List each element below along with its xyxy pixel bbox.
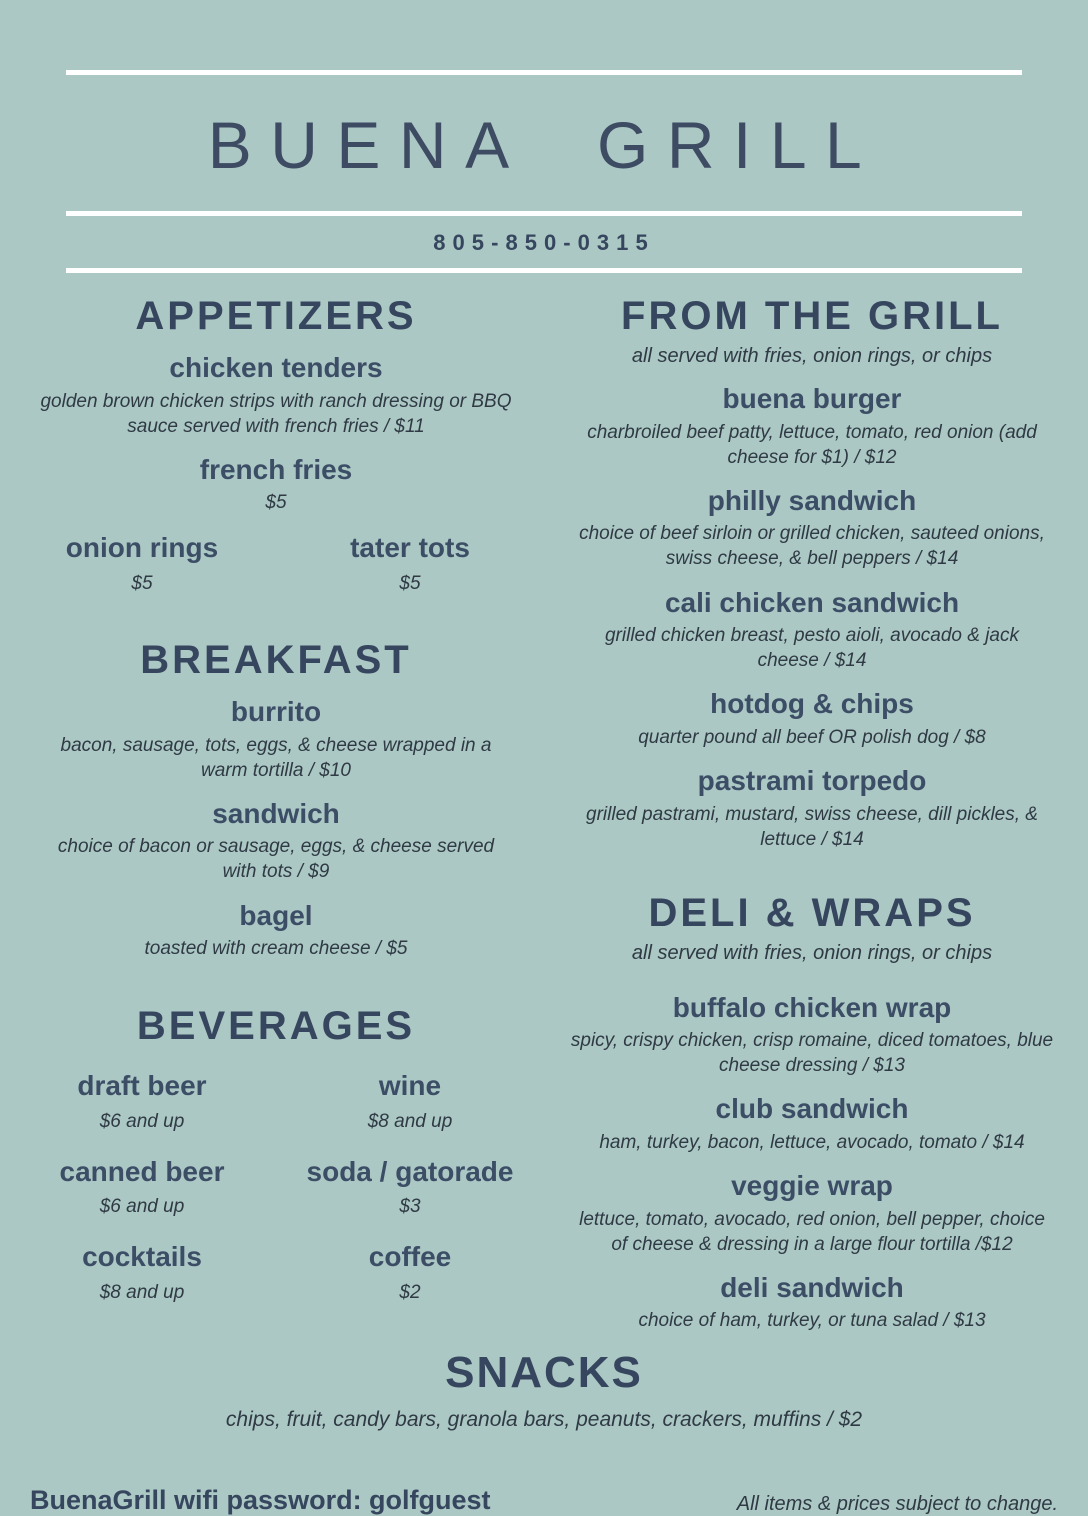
menu-item-price: $5: [399, 573, 421, 595]
menu-item: [8, 1155, 276, 1219]
section-title-appetizers: APPETIZERS: [135, 294, 417, 338]
menu-item-desc: choice of bacon or sausage, eggs, & cheese served with tots / $9: [57, 836, 495, 883]
menu-item: [276, 1240, 544, 1304]
menu-item-name: veggie wrap: [731, 1170, 893, 1202]
menu-item: [8, 351, 544, 439]
menu-item: [544, 1092, 1080, 1155]
right-column: [544, 295, 1080, 1334]
menu-item: [544, 382, 1080, 470]
section-subtitle: all served with fries, onion rings, or chips: [631, 941, 993, 964]
menu-item-price: $6 and up: [99, 1110, 185, 1132]
menu-item-desc: golden brown chicken strips with ranch dressing or BBQ sauce served with french fries / $11: [40, 390, 512, 437]
menu-item: [276, 531, 544, 595]
disclaimer-text: All items & prices subject to change.: [736, 1493, 1058, 1516]
section-title-snacks: SNACKS: [445, 1347, 643, 1397]
menu-item: [544, 687, 1080, 750]
menu-item-price: $6 and up: [99, 1196, 185, 1218]
menu-item-name: pastrami torpedo: [697, 764, 927, 796]
section-deli-wraps: [544, 892, 1080, 1334]
menu-item-name: club sandwich: [715, 1093, 909, 1125]
menu-item-desc: spicy, crispy chicken, crisp romaine, diced tomatoes, blue cheese dressing / $13: [570, 1030, 1054, 1077]
menu-header: [0, 70, 1088, 273]
menu-item-price: $2: [399, 1281, 421, 1303]
phone-number: 805-850-0315: [433, 230, 655, 255]
menu-item-desc: grilled pastrami, mustard, swiss cheese, dill pickles, & lettuce / $14: [586, 803, 1038, 850]
menu-item: [8, 1069, 276, 1133]
menu-item-name: buffalo chicken wrap: [672, 991, 952, 1023]
menu-item-name: onion rings: [65, 532, 219, 564]
menu-item: [8, 695, 544, 783]
menu-item: [544, 991, 1080, 1079]
menu-item-name: canned beer: [59, 1155, 225, 1187]
menu-item-desc: choice of beef sirloin or grilled chicken, sauteed onions, swiss cheese, & bell peppers / $14: [579, 523, 1045, 570]
menu-item-price: $8 and up: [367, 1110, 453, 1132]
menu-item-name: philly sandwich: [707, 484, 917, 516]
page-title: BUENA GRILL: [207, 108, 881, 182]
section-title-from-the-grill: FROM THE GRILL: [621, 294, 1003, 338]
menu-item: [8, 531, 276, 595]
menu-item-desc: choice of ham, turkey, or tuna salad / $13: [638, 1310, 986, 1332]
menu-item-name: bagel: [239, 899, 313, 931]
menu-item-name: deli sandwich: [720, 1271, 904, 1303]
menu-item: [544, 1271, 1080, 1334]
menu-item: [544, 1169, 1080, 1257]
menu-item-name: hotdog & chips: [710, 688, 914, 720]
section-title-deli-wraps: DELI & WRAPS: [648, 890, 976, 935]
wifi-password-text: BuenaGrill wifi password: golfguest: [30, 1485, 491, 1516]
beverages-grid: [8, 1069, 544, 1304]
menu-item-desc: grilled chicken breast, pesto aioli, avocado & jack cheese / $14: [604, 625, 1019, 672]
menu-item-name: french fries: [199, 453, 353, 485]
section-beverages: [8, 1005, 544, 1304]
menu-item-desc: chips, fruit, candy bars, granola bars, peanuts, crackers, muffins / $2: [225, 1407, 863, 1431]
appetizers-pair-row: [8, 531, 544, 595]
menu-item-name: draft beer: [77, 1070, 207, 1102]
menu-item-desc: charbroiled beef patty, lettuce, tomato, red onion (add cheese for $1) / $12: [587, 421, 1037, 468]
menu-item-price: $3: [399, 1196, 421, 1218]
menu-item-price: $5: [265, 492, 287, 514]
menu-item-name: cali chicken sandwich: [664, 586, 960, 618]
menu-item: [8, 899, 544, 962]
menu-item: [8, 1240, 276, 1304]
menu-item: [544, 484, 1080, 572]
section-appetizers: [8, 295, 544, 595]
menu-item-desc: lettuce, tomato, avocado, red onion, bell pepper, choice of cheese & dressing in a large flour tortilla /$12: [579, 1208, 1045, 1255]
section-snacks: [0, 1347, 1088, 1434]
menu-item: [276, 1155, 544, 1219]
menu-item: [8, 453, 544, 516]
menu-item: [8, 797, 544, 885]
menu-item-desc: toasted with cream cheese / $5: [144, 938, 408, 960]
menu-item-price: $5: [131, 573, 153, 595]
menu-item-name: buena burger: [722, 383, 902, 414]
menu-item: [544, 764, 1080, 852]
menu-item-price: $8 and up: [99, 1281, 185, 1303]
menu-item-name: wine: [378, 1070, 442, 1102]
section-from-the-grill: [544, 295, 1080, 852]
menu-item-name: chicken tenders: [169, 352, 383, 383]
menu-item-name: cocktails: [82, 1241, 202, 1273]
menu-footer: [0, 1485, 1088, 1516]
section-breakfast: [8, 639, 544, 961]
menu-body: [0, 273, 1088, 1334]
menu-item-name: tater tots: [350, 532, 470, 564]
menu-item: [544, 586, 1080, 674]
left-column: [8, 295, 544, 1334]
section-subtitle: all served with fries, onion rings, or chips: [631, 345, 993, 367]
menu-item-desc: bacon, sausage, tots, eggs, & cheese wrapped in a warm tortilla / $10: [60, 734, 492, 781]
menu-item-name: sandwich: [212, 797, 340, 829]
menu-item: [276, 1069, 544, 1133]
menu-item-desc: quarter pound all beef OR polish dog / $8: [638, 726, 986, 748]
menu-item-name: soda / gatorade: [306, 1155, 514, 1187]
menu-item-name: coffee: [368, 1241, 452, 1273]
section-title-breakfast: BREAKFAST: [140, 638, 412, 683]
menu-item-desc: ham, turkey, bacon, lettuce, avocado, tomato / $14: [599, 1132, 1025, 1154]
section-title-beverages: BEVERAGES: [136, 1004, 416, 1049]
menu-item-name: burrito: [230, 696, 322, 728]
